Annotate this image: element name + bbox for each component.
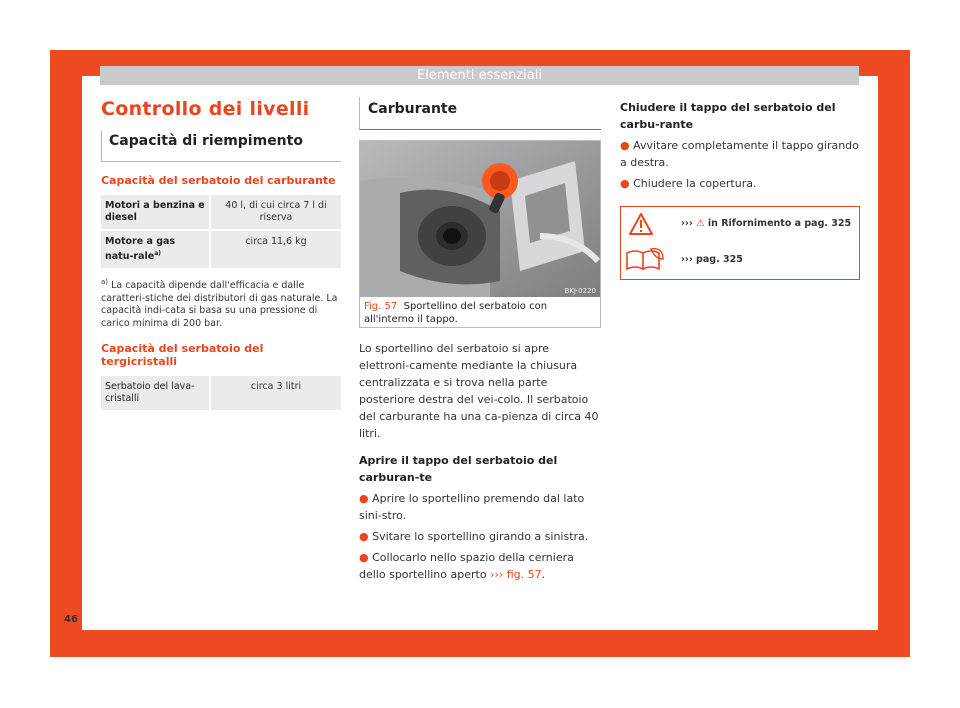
subsection-title: Capacità di riempimento xyxy=(101,131,341,162)
list-item xyxy=(359,549,601,583)
photo-code: BKJ-0220 xyxy=(564,287,596,295)
washer-capacity-table xyxy=(101,376,341,410)
table-cell-label: Motori a benzina e diesel xyxy=(105,200,205,223)
bullet-icon: ● xyxy=(620,177,630,190)
list-item-text: Chiudere la copertura. xyxy=(633,177,757,190)
left-column xyxy=(101,97,341,412)
bullet-icon: ● xyxy=(359,492,369,505)
warning-reference xyxy=(621,207,859,241)
list-item xyxy=(359,490,601,524)
list-item-text: Avvitare completamente il tappo girando a destra. xyxy=(620,139,859,169)
close-cap-heading: Chiudere il tappo del serbatoio del carbu-rante xyxy=(620,101,836,131)
list-item-text: Aprire lo sportellino premendo dal lato sini-stro. xyxy=(359,492,585,522)
book-reference-text[interactable]: ››› pag. 325 xyxy=(681,254,743,265)
fuel-capacity-table xyxy=(101,195,341,268)
table-row xyxy=(101,376,341,410)
list-item xyxy=(620,137,860,171)
table-cell-value: 40 l, di cui circa 7 l di riserva xyxy=(209,195,341,229)
figure-caption xyxy=(360,297,600,329)
table-cell-label xyxy=(101,231,209,268)
footnote-mark: a) xyxy=(101,278,109,287)
reference-arrow: ››› xyxy=(681,218,693,229)
list-item-text: Collocarlo nello spazio della cerniera dello sportellino aperto xyxy=(359,551,574,581)
list-item-end: . xyxy=(541,568,546,581)
warning-triangle-icon xyxy=(629,213,653,235)
washer-table-title: Capacità del serbatoio del tergicristalli xyxy=(101,342,264,369)
bullet-icon: ● xyxy=(359,551,369,564)
book-leaf-icon xyxy=(625,247,665,271)
intro-paragraph: Lo sportellino del serbatoio si apre elettroni-camente mediante la chiusura centralizzata e si trova nella parte posteriore destra del vei-colo. Il serbatoio del carburante ha una ca-pienza di circa 40 litri. xyxy=(359,342,599,440)
fuel-door-photo xyxy=(360,141,600,297)
bullet-icon: ● xyxy=(359,530,369,543)
right-column xyxy=(620,99,860,280)
middle-column xyxy=(359,97,601,583)
footnote-text: La capacità dipende dall'efficacia e dalle caratteri-stiche dei distributori di gas naturale. La capacità indi-cata si basa su una pressione di carico minima di 200 bar. xyxy=(101,280,338,329)
table-cell-label: Serbatoio del lava-cristalli xyxy=(105,381,195,405)
footnote-ref: a) xyxy=(154,250,162,257)
list-item xyxy=(359,528,601,545)
bullet-icon: ● xyxy=(620,139,630,152)
table-cell-value: circa 3 litri xyxy=(209,376,341,410)
chapter-header: Elementi essenziali xyxy=(100,66,859,85)
carburante-title: Carburante xyxy=(359,97,601,130)
list-item-text: Svitare lo sportellino girando a sinistra. xyxy=(372,530,589,543)
footnote xyxy=(101,276,341,330)
table-cell-value: circa 11,6 kg xyxy=(209,231,341,268)
figure-57 xyxy=(359,140,601,328)
page-number: 46 xyxy=(64,614,78,625)
fuel-table-title: Capacità del serbatoio del carburante xyxy=(101,174,336,187)
warning-reference-label: in Rifornimento a pag. 325 xyxy=(707,218,852,229)
warning-small-icon: ⚠ xyxy=(696,218,705,229)
warning-reference-text[interactable] xyxy=(681,218,851,229)
table-row xyxy=(101,231,341,268)
list-item xyxy=(620,175,860,192)
section-title: Controllo dei livelli xyxy=(101,98,310,120)
reference-box xyxy=(620,206,860,280)
figure-caption-text: Sportellino del serbatoio con all'interno il tappo. xyxy=(364,301,548,325)
book-reference xyxy=(621,243,859,277)
table-row xyxy=(101,195,341,229)
figure-label: Fig. 57 xyxy=(364,301,398,312)
fig-57-link[interactable]: ››› fig. 57 xyxy=(490,568,542,581)
table-cell-label-text: Motore a gas natu-rale xyxy=(105,236,176,263)
open-cap-heading: Aprire il tappo del serbatoio del carburan-te xyxy=(359,454,558,484)
fuel-door-illustration xyxy=(360,141,600,297)
